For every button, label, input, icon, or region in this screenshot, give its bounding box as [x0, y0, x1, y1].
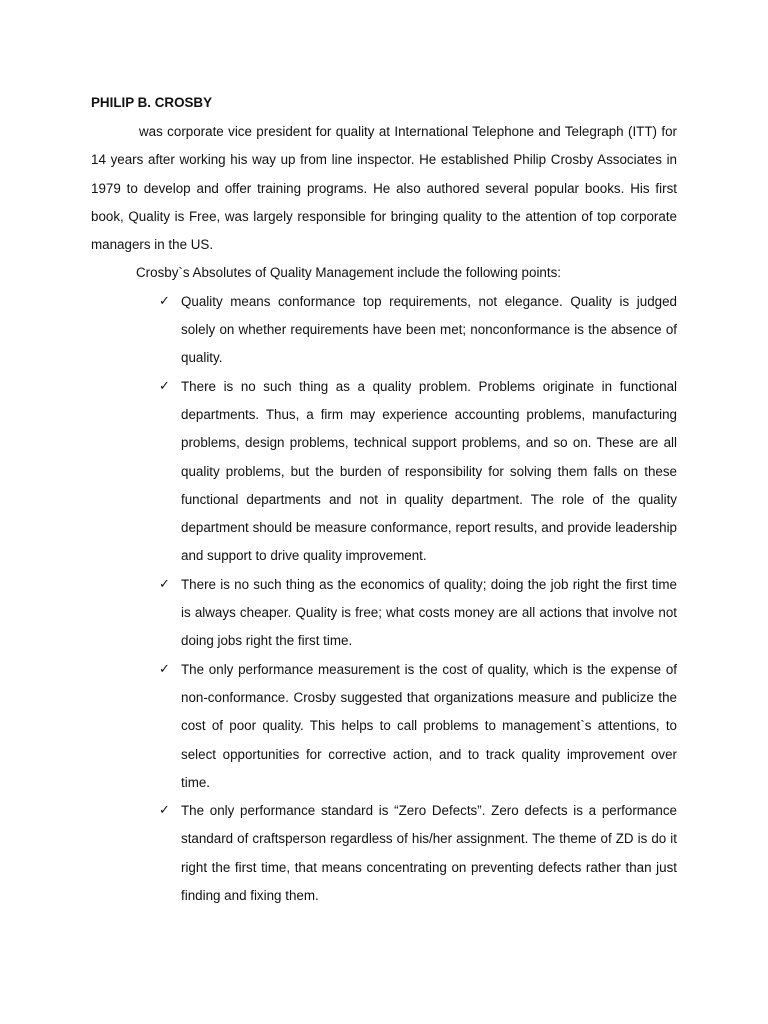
document-heading: PHILIP B. CROSBY — [91, 95, 213, 110]
check-mark-icon: ✓ — [159, 803, 170, 819]
absolutes-list — [91, 288, 677, 911]
list-item — [159, 288, 677, 373]
check-mark-icon: ✓ — [159, 576, 170, 592]
list-item — [159, 571, 677, 656]
list-item-text: Quality means conformance top requirements, not elegance. Quality is judged solely on whether requirements have been met; nonconformance is the absence of quality. — [181, 293, 677, 366]
list-item-text: The only performance measurement is the cost of quality, which is the expense of non-conformance. Crosby suggested that organizations measure and publicize the cost of poor quality. This helps to call problems to management`s attentions, to select opportunities for corrective action, and to track quality improvement over time. — [181, 661, 677, 790]
list-item — [159, 797, 677, 910]
list-item — [159, 656, 677, 797]
document-page — [91, 92, 677, 910]
check-mark-icon: ✓ — [159, 661, 170, 677]
check-mark-icon: ✓ — [159, 293, 170, 309]
list-item-text: There is no such thing as the economics of quality; doing the job right the first time is always cheaper. Quality is free; what costs money are all actions that involve not doing jobs right the first time. — [181, 576, 677, 649]
intro-paragraph: was corporate vice president for quality at International Telephone and Telegraph (ITT) for 14 years after working his way up from line inspector. He established Philip Crosby Associates in 1979 to develop and offer training programs. He also authored several popular books. His first book, Quality is Free, was largely responsible for bringing quality to the attention of top corporate managers in the US. — [91, 124, 677, 253]
list-intro: Crosby`s Absolutes of Quality Management include the following points: — [136, 265, 562, 281]
check-mark-icon: ✓ — [159, 378, 170, 394]
list-item — [159, 373, 677, 571]
list-item-text: The only performance standard is “Zero Defects”. Zero defects is a performance standard of craftsperson regardless of his/her assignment. The theme of ZD is do it right the first time, that means concentrating on preventing defects rather than just finding and fixing them. — [181, 803, 677, 904]
list-item-text: There is no such thing as a quality problem. Problems originate in functional departments. Thus, a firm may experience accounting problems, manufacturing problems, design problems, technical support problems, and so on. These are all quality problems, but the burden of responsibility for solving them falls on these functional departments and not in quality department. The role of the quality department should be measure conformance, report results, and provide leadership and support to drive quality improvement. — [181, 378, 677, 564]
